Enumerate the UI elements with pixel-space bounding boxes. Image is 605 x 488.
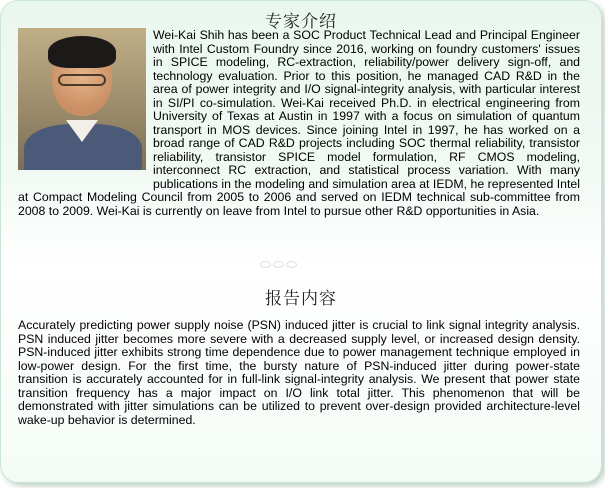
report-section-title: 报告内容 [265,289,337,309]
report-abstract: Accurately predicting power supply noise (PSN) induced jitter is crucial to link signal integrity analysis. PSN induced jitter becomes more severe with a decreased supply level, or increased design density. PSN-induced jitter exhibits strong time dependence due to power management technique employed in low-power design. For the first time, the bursty nature of PSN-induced jitter during power-state transition is accurately accounted for in full-link signal-integrity analysis. We present that power state transition frequency has a major impact on I/O link total jitter. This phenomenon that will be demonstrated with jitter simulations can be utilized to prevent over-design provided architecture-level wake-up behavior is determined. [18,318,580,427]
divider-ornament [286,261,297,268]
section-divider [252,259,304,269]
speaker-bio: Wei-Kai Shih has been a SOC Product Technical Lead and Principal Engineer with Intel Custom Foundry since 2016, working on foundry customers' issues in SPICE modeling, RC-extraction, reliability/power delivery sign-off, and technology evaluation. Prior to this position, he managed CAD R&D in the area of power integrity and I/O signal-integrity analysis, with particular interest in SI/PI co-simulation. Wei-Kai received Ph.D. in electrical engineering from University of Texas at Austin in 1997 with a focus on simulation of quantum transport in MOS devices. Since joining Intel in 1997, he has worked on a broad range of CAD R&D projects including SOC thermal reliability, transistor reliability, transistor SPICE model formulation, RF CMOS modeling, interconnect RC extraction, and statistical process variation. With many publications in the modeling and simulation area at IEDM, he represented Intel at Compact Modeling Council from 2005 to 2006 and served on IEDM technical sub-committee from 2008 to 2009. Wei-Kai is currently on leave from Intel to pursue other R&D opportunities in Asia. [18,28,580,218]
speaker-bio-block [18,29,580,218]
photo-spacer [18,29,153,186]
speaker-section-title: 专家介绍 [265,12,337,32]
divider-ornament [260,261,271,268]
divider-ornament [273,261,284,268]
